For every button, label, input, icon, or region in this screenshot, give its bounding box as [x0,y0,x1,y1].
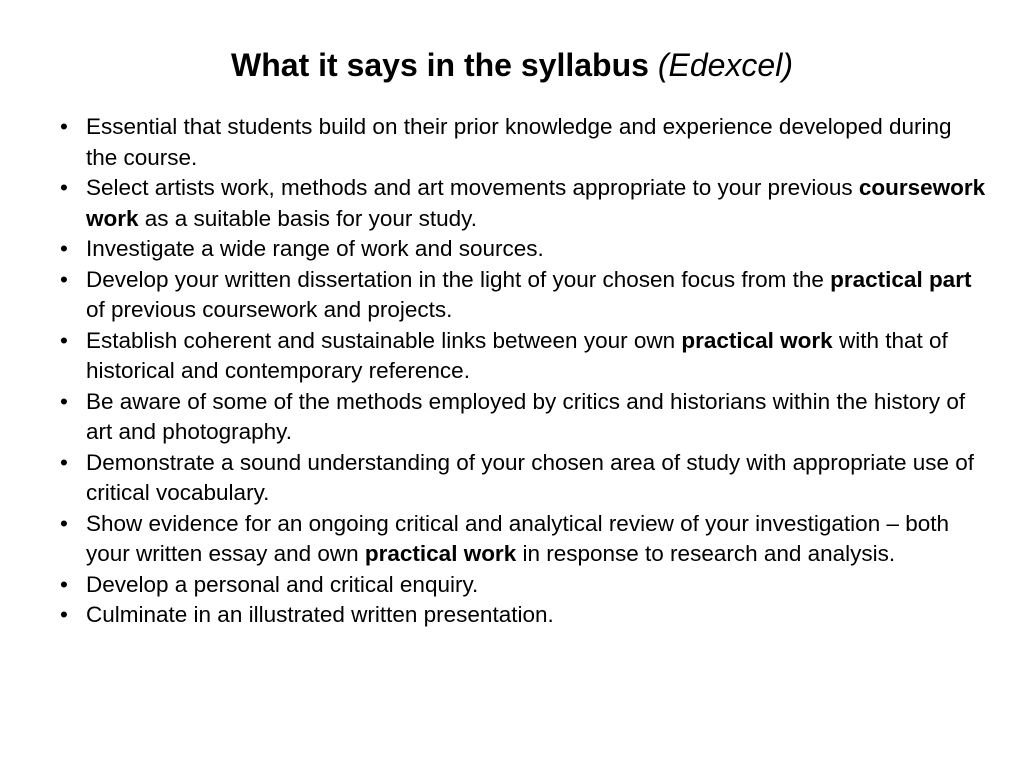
bullet-text: in response to research and analysis. [516,541,896,566]
list-item [58,326,988,387]
bullet-emphasis: practical work [364,541,517,566]
syllabus-bullet-list [58,112,988,631]
bullet-marker: • [60,388,68,414]
title-suffix: (Edexcel) [657,47,793,83]
bullet-marker: • [60,602,68,627]
bullet-text: Develop your written dissertation in the light of your chosen focus from the [86,266,831,292]
list-item [58,509,988,570]
bullet-emphasis: practical part [830,266,972,292]
bullet-marker: • [60,510,68,536]
bullet-marker: • [60,449,68,475]
slide-title [0,42,1024,88]
bullet-text: Establish coherent and sustainable links between your own [86,327,682,353]
bullet-text: with that of historical and contemporary reference. [86,327,948,383]
list-item [58,112,988,173]
list-item [58,570,988,601]
bullet-text: as a suitable basis for your study. [138,205,478,231]
bullet-emphasis: coursework work [86,175,986,231]
bullet-text: Culminate in an illustrated written presentation. [86,602,554,627]
bullet-emphasis: practical work [681,327,833,353]
bullet-marker: • [60,571,68,597]
bullet-text: Select artists work, methods and art movements appropriate to your previous [86,175,859,200]
bullet-marker: • [60,236,68,261]
bullet-text: of previous coursework and projects. [86,297,453,322]
bullet-marker: • [60,114,68,139]
bullet-text: Investigate a wide range of work and sources. [86,236,544,261]
bullet-marker: • [60,175,68,200]
bullet-marker: • [60,327,68,353]
bullet-text: Demonstrate a sound understanding of your chosen area of study with appropriate use of critical vocabulary. [86,449,975,505]
list-item [58,387,988,448]
list-item [58,448,988,509]
list-item [58,234,988,265]
list-item [58,265,988,326]
bullet-marker: • [60,266,68,292]
title-main: What it says in the syllabus [231,47,658,83]
bullet-text: Show evidence for an ongoing critical and analytical review of your investigation – both your written essay and own [86,510,950,566]
list-item [58,173,988,234]
bullet-text: Be aware of some of the methods employed by critics and historians within the history of art and photography. [86,388,966,444]
bullet-text: Essential that students build on their prior knowledge and experience developed during the course. [86,114,952,170]
bullet-text: Develop a personal and critical enquiry. [86,571,479,597]
list-item [58,600,988,631]
